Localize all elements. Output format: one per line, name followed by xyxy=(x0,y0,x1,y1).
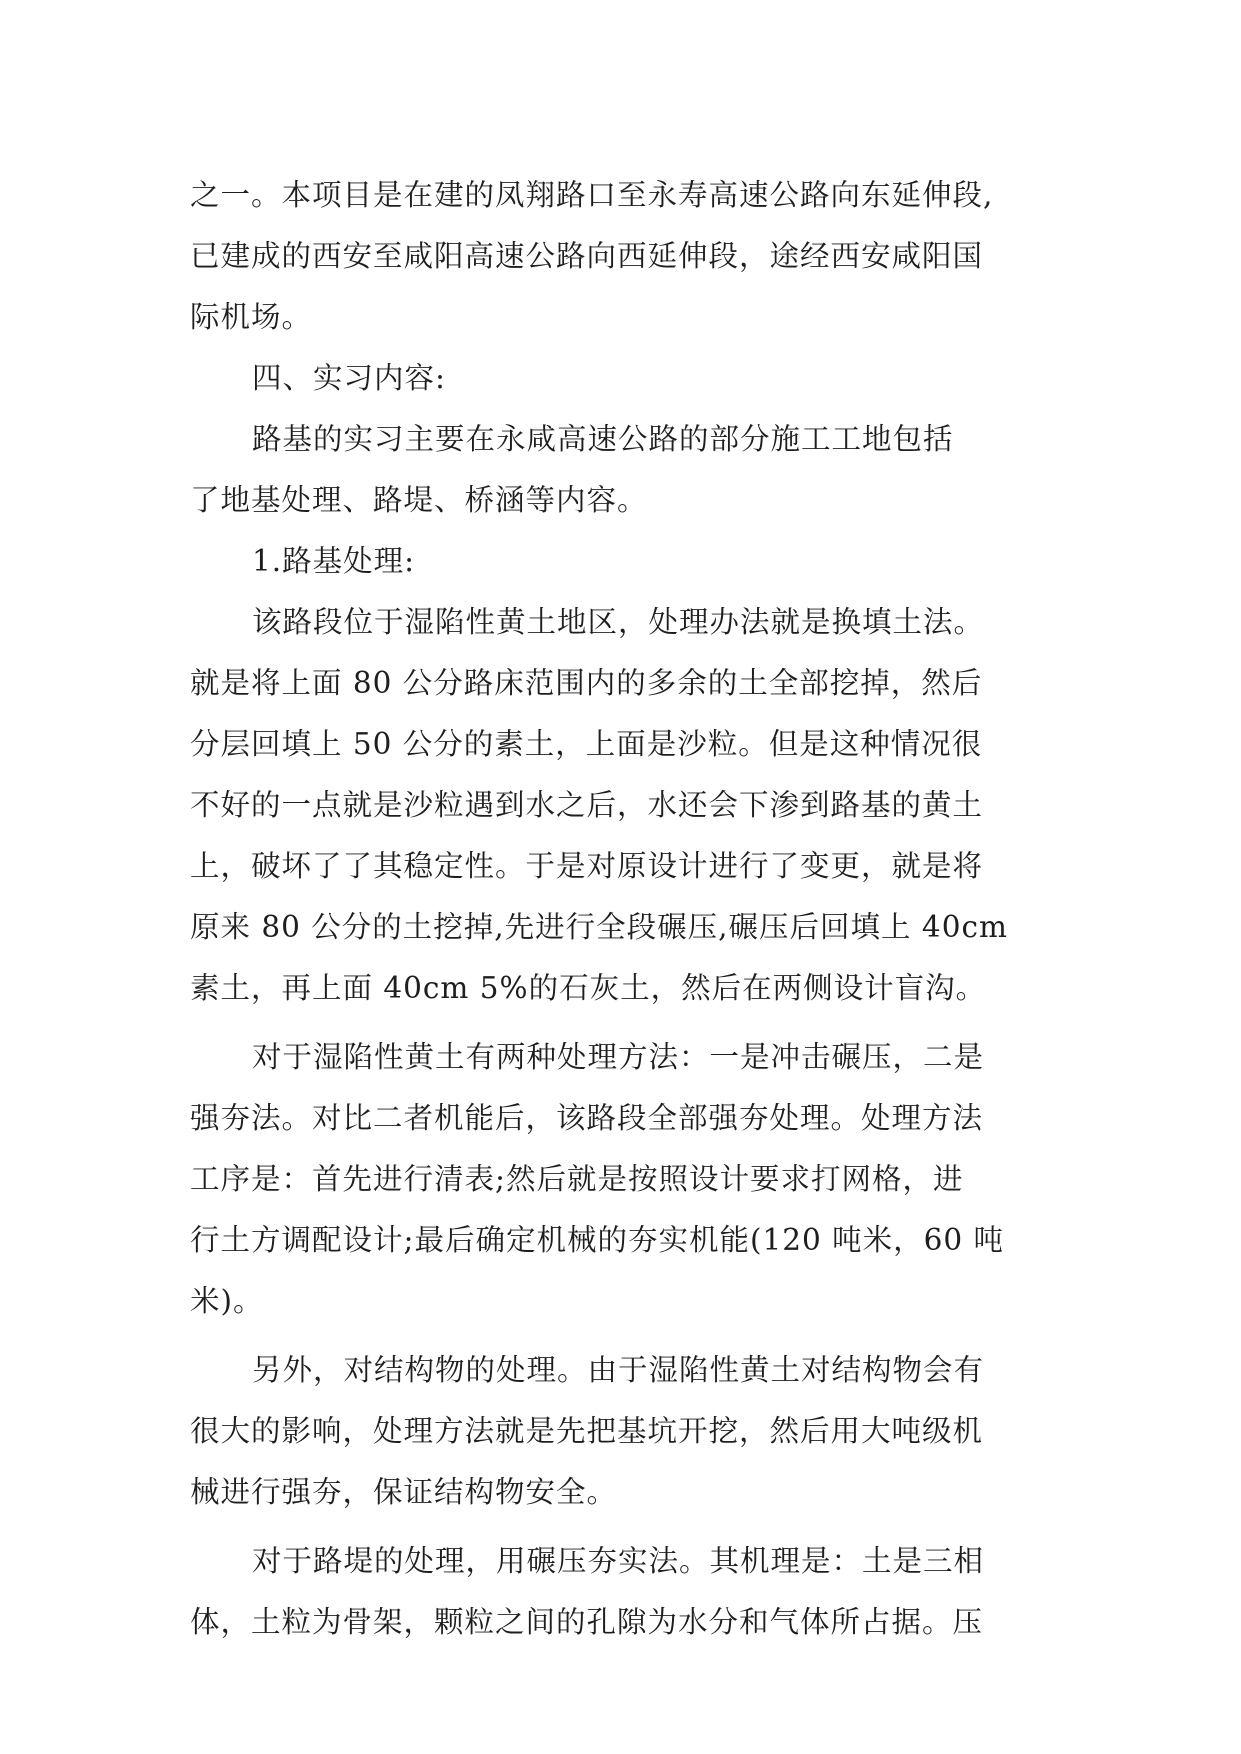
section-heading: 四、实习内容: xyxy=(252,361,446,395)
text-line: 很大的影响，处理方法就是先把基坑开挖，然后用大吨级机 xyxy=(190,1414,984,1448)
text-line: 际机场。 xyxy=(190,300,313,334)
text-line: 体，土粒为骨架，颗粒之间的孔隙为水分和气体所占据。压 xyxy=(190,1605,984,1639)
text-line: 路基的实习主要在永咸高速公路的部分施工工地包括 xyxy=(252,422,954,456)
text-line: 已建成的西安至咸阳高速公路向西延伸段，途经西安咸阳国 xyxy=(190,239,984,273)
text-line: 工序是：首先进行清表;然后就是按照设计要求打网格，进 xyxy=(190,1162,964,1196)
text-line: 械进行强夯，保证结构物安全。 xyxy=(190,1475,618,1509)
text-line: 强夯法。对比二者机能后，该路段全部强夯处理。处理方法 xyxy=(190,1101,984,1135)
text-line: 就是将上面 80 公分路床范围内的多余的土全部挖掉，然后 xyxy=(190,666,983,700)
text-line: 行土方调配设计;最后确定机械的夯实机能(120 吨米，60 吨 xyxy=(190,1223,1005,1257)
text-line: 另外，对结构物的处理。由于湿陷性黄土对结构物会有 xyxy=(252,1353,985,1387)
text-line: 对于路堤的处理，用碾压夯实法。其机理是：土是三相 xyxy=(252,1544,985,1578)
text-line: 不好的一点就是沙粒遇到水之后，水还会下渗到路基的黄土 xyxy=(190,788,984,822)
subsection-heading: 1.路基处理: xyxy=(252,544,416,578)
text-line: 了地基处理、路堤、桥涵等内容。 xyxy=(190,483,648,517)
text-line: 原来 80 公分的土挖掉,先进行全段碾压,碾压后回填上 40cm xyxy=(190,910,1008,944)
text-line: 米)。 xyxy=(190,1284,264,1318)
text-line: 上，破坏了了其稳定性。于是对原设计进行了变更，就是将 xyxy=(190,849,984,883)
text-line: 素土，再上面 40cm 5%的石灰土，然后在两侧设计盲沟。 xyxy=(190,971,987,1005)
text-line: 之一。本项目是在建的凤翔路口至永寿高速公路向东延伸段, xyxy=(190,178,994,212)
text-line: 该路段位于湿陷性黄土地区，处理办法就是换填土法。 xyxy=(252,605,985,639)
text-line: 对于湿陷性黄土有两种处理方法：一是冲击碾压，二是 xyxy=(252,1040,985,1074)
text-line: 分层回填上 50 公分的素土，上面是沙粒。但是这种情况很 xyxy=(190,727,983,761)
document-body xyxy=(190,165,1090,1653)
